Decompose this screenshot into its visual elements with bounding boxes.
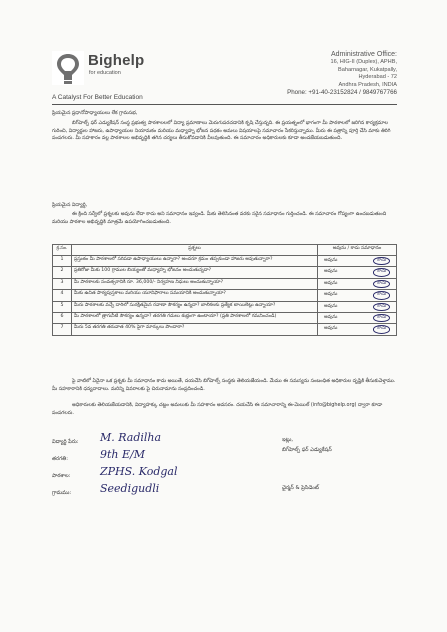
table-row [53, 301, 397, 312]
answer-cell [318, 256, 397, 267]
row-number: 2 [53, 267, 72, 278]
student-name-label: విద్యార్థి పేరు: [52, 439, 79, 445]
table-row [53, 290, 397, 301]
row-question: ప్రతిరోజు మీకు 100 గ్రాముల బియ్యంతో మధ్యాహ్న భోజనం అందుతున్నదా? [72, 267, 318, 278]
answer-cell [318, 278, 397, 289]
table-row [53, 278, 397, 289]
address-line: Hyderabad - 72 [358, 74, 397, 81]
office-address [287, 50, 397, 97]
yes-option[interactable]: అవును [324, 303, 338, 309]
address-line: 16, HIG-II (Duplex), APHB, [330, 59, 397, 65]
yes-option[interactable]: అవును [324, 269, 338, 275]
no-option-circled[interactable]: కాదు [373, 280, 390, 288]
address-title: Administrative Office: [330, 51, 397, 58]
student-name-value[interactable]: M. Radilha [100, 431, 162, 444]
address-line: Andhra Pradesh, INDIA [338, 81, 397, 88]
answer-cell [318, 290, 397, 301]
table-row [53, 256, 397, 267]
row-number: 7 [53, 324, 72, 335]
village-value[interactable]: Seedigudli [100, 482, 160, 495]
header-sn: క్ర.సం. [53, 245, 72, 256]
row-question: మీ పాఠశాలకు సంవత్సరానికి రూ. 36,000/- నిర్వహణ నిధులు అందుతున్నాయా? [72, 278, 318, 289]
answer-cell [318, 313, 397, 324]
table-row [53, 313, 397, 324]
row-number: 6 [53, 313, 72, 324]
answer-cell [318, 324, 397, 335]
village-label: గ్రామము: [52, 490, 72, 496]
answer-cell [318, 267, 397, 278]
class-value[interactable]: 9th E/M [100, 448, 145, 461]
header-answer: అవును / కాదు సమాధానం [318, 245, 397, 256]
no-option-circled[interactable]: కాదు [373, 303, 390, 311]
table-row [53, 267, 397, 278]
class-label: తరగతి: [52, 456, 68, 462]
yes-option[interactable]: అవును [324, 292, 338, 298]
yes-option[interactable]: అవును [324, 326, 338, 332]
bighelp-logo-icon [52, 51, 84, 85]
row-number: 1 [53, 256, 72, 267]
no-option-circled[interactable]: కాదు [373, 325, 390, 333]
row-number: 5 [53, 301, 72, 312]
signatory-title: ఛైర్మన్ & ప్రెసిడెంట్ [282, 485, 319, 491]
closing-paragraph: పై వాటిలో ఏదైనా ఒక ప్రశ్నకు మీ సమాధానం కాదు అయితే, దయచేసి బిగ్‌హెల్ప్ సంస్థకు తెలియజేయండి. మేము ఈ సమస్యను సంబంధిత అధికారుల దృష్టికి తీసుకువెళ్తాము. మీ సహకారానికి ధన్యవాదాలు. మరిన్ని వివరాలకు పై చిరునామాను సంప్రదించండి. [52, 378, 396, 392]
contact-paragraph: అధికారులకు తెలియజేయడానికి, విద్యాహక్కు చట్టం అమలుకు మీ సహకారం అవసరం. దయచేసి ఈ సమాచారాన్ని ఈ-మెయిల్ (info@bighelp.org) ద్వారా కూడా పంపగలరు. [52, 402, 383, 416]
closing-regards: ఇట్లు, [282, 437, 294, 443]
school-label: పాఠశాల: [52, 473, 71, 479]
instructions-paragraph: ఈ క్రింది సర్వేలో ప్రశ్నలకు అవును లేదా కాదు అని సమాధానం ఇవ్వండి. మీకు తెలిసినంత వరకు సరైన సమాధానం గుర్తించండి. ఈ సమాచారం గోప్యంగా ఉంచబడుతుంది మరియు పాఠశాల అభివృద్ధికి మాత్రమే ఉపయోగించబడుతుంది. [52, 211, 387, 225]
no-option-circled[interactable]: కాదు [373, 257, 390, 265]
no-option-circled[interactable]: కాదు [373, 314, 390, 322]
no-option-circled[interactable]: కాదు [373, 268, 390, 276]
brand-name: Bighelp [88, 52, 145, 69]
organization-name: బిగ్‌హెల్ప్ ఫర్ ఎడ్యుకేషన్ [282, 447, 332, 453]
row-question: మీరు 5వ తరగతి తరువాత 40% పైగా మార్కులు పొందారా? [72, 324, 318, 335]
header-question: ప్రశ్నలు [72, 245, 318, 256]
survey-table [52, 244, 397, 336]
phone-number: Phone: +91-40-23152824 / 9849767766 [287, 89, 397, 97]
row-question: మీ పాఠశాలలో త్రాగునీటి సౌకర్యం ఉన్నదా? తరగతి గదులు శుభ్రంగా ఉంటాయా? (ప్రతి పాఠశాలలో గమనించండి) [72, 313, 318, 324]
row-number: 4 [53, 290, 72, 301]
row-question: మీరు పాఠశాలకు వచ్చే దారిలో సురక్షితమైన రవాణా సౌకర్యం ఉన్నదా? బాలికలకు ప్రత్యేక టాయిలెట్లు ఉన్నాయా? [72, 301, 318, 312]
school-value[interactable]: ZPHS. Kodgal [100, 465, 178, 478]
yes-option[interactable]: అవును [324, 258, 338, 263]
row-question: ప్రస్తుతం మీ పాఠశాలలో సరిపడా ఉపాధ్యాయులు ఉన్నారా? అందరూ క్రమం తప్పకుండా హాజరు అవుతున్నారా? [72, 256, 318, 267]
table-row [53, 324, 397, 335]
answer-cell [318, 301, 397, 312]
yes-option[interactable]: అవును [324, 315, 338, 321]
brand-subtitle: for education [89, 70, 121, 76]
intro-paragraph: బిగ్‌హెల్ప్ ఫర్ ఎడ్యుకేషన్ సంస్థ ప్రభుత్వ పాఠశాలలలో విద్యా ప్రమాణాలు మెరుగుపరచడానికి కృషి చేస్తున్నది. ఈ ప్రయత్నంలో భాగంగా మీ పాఠశాలలో జరిగిన కార్యక్రమాల గురించి, విద్యార్థుల హాజరు, ఉపాధ్యాయుల నియామకం మరియు మధ్యాహ్న భోజన పథకం అమలు విషయాలపై సమాచారం సేకరిస్తున్నాము. మీరు ఈ పత్రాన్ని పూర్తి చేసి మాకు తిరిగి పంపగలరు. మీ సహకారం వల్ల పాఠశాలల అభివృద్ధికి తగిన చర్యలు తీసుకోవడానికి వీలవుతుంది. ఈ సమాచారం అధికారులకు కూడా అందజేయబడుతుంది. [52, 120, 391, 142]
row-question: మీకు ఉచిత పాఠ్యపుస్తకాలు మరియు యూనిఫారాలు సమయానికి అందుతున్నాయా? [72, 290, 318, 301]
no-option-circled[interactable]: కాదు [373, 291, 390, 299]
row-number: 3 [53, 278, 72, 289]
tagline: A Catalyst For Better Education [52, 94, 143, 101]
student-greeting: ప్రియమైన విద్యార్థి, [52, 202, 88, 208]
table-header-row [53, 245, 397, 256]
header-divider [52, 104, 397, 105]
yes-option[interactable]: అవును [324, 280, 338, 286]
address-line: Baharnagar, Kukatpally, [338, 66, 397, 73]
greeting: ప్రియమైన ప్రధానోపాధ్యాయులు లేక గ్రామసభ, [52, 110, 138, 116]
